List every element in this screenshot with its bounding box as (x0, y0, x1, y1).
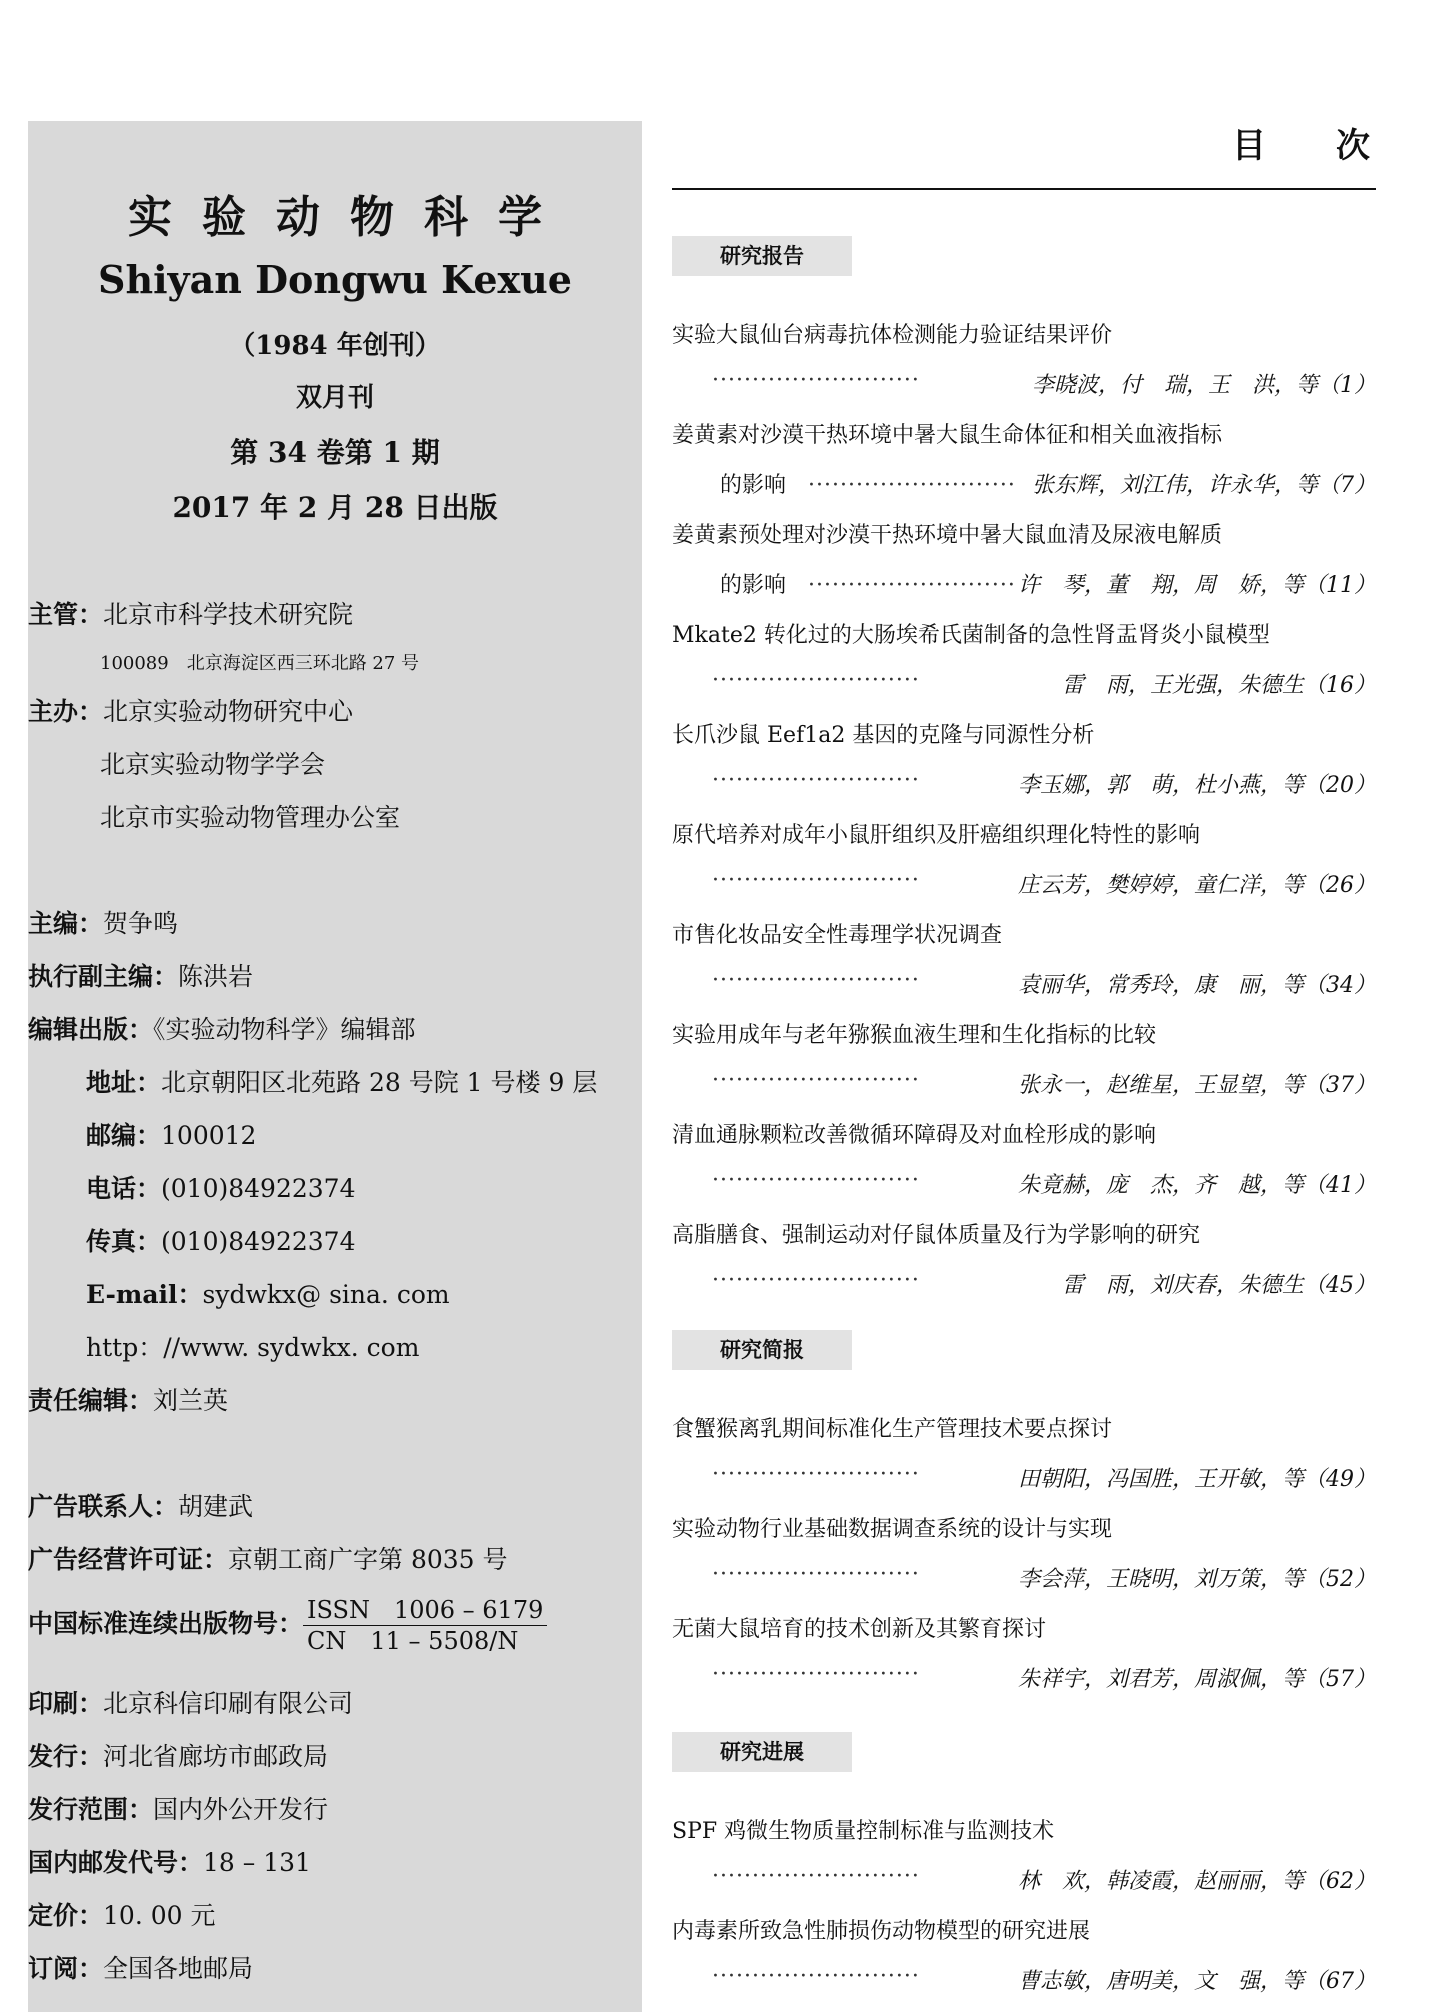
toc-title: 目次 (1232, 126, 1440, 166)
address-label: 地址： (86, 1068, 162, 1097)
leader-dots: ·························· (712, 1268, 920, 1293)
toc-entry-title[interactable]: 原代培养对成年小鼠肝组织及肝癌组织理化特性的影响 (672, 823, 1201, 848)
exec-editor-row (28, 957, 253, 993)
toc-entry-title[interactable]: 实验用成年与老年猕猴血液生理和生化指标的比较 (672, 1023, 1157, 1048)
fax-value: (010)84922374 (161, 1227, 356, 1256)
sponsor-label: 主办： (28, 697, 104, 726)
leader-dots: ·························· (712, 368, 920, 393)
email-value[interactable]: sydwkx@ sina. com (202, 1280, 450, 1309)
postal-code-label: 国内邮发代号： (28, 1848, 204, 1877)
toc-entry-authors: 李会萍，王晓明，刘万策，等（52） (1018, 1567, 1376, 1592)
leader-dots: ·························· (712, 968, 920, 993)
price-value: 10. 00 元 (103, 1901, 216, 1930)
toc-entry-title[interactable]: 食蟹猴离乳期间标准化生产管理技术要点探讨 (672, 1417, 1113, 1442)
volume-issue: 第 34 卷第 1 期 (230, 436, 440, 469)
price-label: 定价： (28, 1901, 104, 1930)
publication-date: 2017 年 2 月 28 日出版 (172, 491, 498, 524)
postcode-row (86, 1116, 256, 1152)
distributor-row (28, 1737, 328, 1773)
section-header-research-report: 研究报告 (672, 236, 852, 276)
postcode-label: 邮编： (86, 1121, 162, 1150)
journal-title-en: Shiyan Dongwu Kexue (98, 257, 572, 302)
issn-cn-block (303, 1595, 547, 1656)
section-header-brief-report: 研究简报 (672, 1330, 852, 1370)
serial-number-row (28, 1595, 547, 1656)
ad-license-label: 广告经营许可证： (28, 1545, 229, 1574)
email-row (86, 1275, 450, 1311)
phone-label: 电话： (86, 1174, 162, 1203)
ad-contact-label: 广告联系人： (28, 1492, 179, 1521)
founded-year: （1984 年创刊） (229, 331, 441, 361)
toc-entry-title[interactable]: 姜黄素对沙漠干热环境中暑大鼠生命体征和相关血液指标 (672, 423, 1223, 448)
sponsor-value-1: 北京实验动物研究中心 (103, 697, 354, 726)
supervisor-row (28, 595, 353, 631)
toc-entry-authors: 雷 雨，刘庆春，朱德生（45） (1062, 1273, 1376, 1298)
toc-entry-title[interactable]: 市售化妆品安全性毒理学状况调查 (672, 923, 1003, 948)
subscribe-value: 全国各地邮局 (103, 1954, 254, 1983)
leader-dots: ·························· (712, 1964, 920, 1989)
toc-entry-authors: 雷 雨，王光强，朱德生（16） (1062, 673, 1376, 698)
postcode-value: 100012 (161, 1121, 257, 1150)
leader-dots: ·························· (712, 1168, 920, 1193)
editor-row (28, 904, 178, 940)
resp-editor-label: 责任编辑： (28, 1386, 154, 1415)
leader-dots: ·························· (712, 1662, 920, 1687)
toc-entry-title[interactable]: 无菌大鼠培育的技术创新及其繁育探讨 (672, 1617, 1047, 1642)
journal-info-panel (28, 121, 642, 2012)
resp-editor-row (28, 1381, 228, 1417)
leader-dots: ·························· (712, 1068, 920, 1093)
toc-entry-authors: 庄云芳，樊婷婷，童仁洋，等（26） (1018, 873, 1376, 898)
toc-entry-title[interactable]: 高脂膳食、强制运动对仔鼠体质量及行为学影响的研究 (672, 1223, 1201, 1248)
toc-entry-authors: 袁丽华，常秀玲，康 丽，等（34） (1018, 973, 1376, 998)
editor-value: 贺争鸣 (103, 909, 179, 938)
toc-entry-authors: 李玉娜，郭 萌，杜小燕，等（20） (1018, 773, 1376, 798)
sponsor-value-3: 北京市实验动物管理办公室 (100, 803, 401, 832)
cn-value: CN 11 – 5508/N (307, 1627, 519, 1655)
price-row (28, 1896, 215, 1932)
publisher-value: 《实验动物科学》编辑部 (153, 1015, 416, 1044)
toc-entry-authors: 朱祥宇，刘君芳，周淑佩，等（57） (1018, 1667, 1376, 1692)
ad-license-value: 京朝工商广字第 8035 号 (228, 1545, 508, 1574)
ad-license-row (28, 1540, 508, 1576)
publisher-label: 编辑出版： (28, 1015, 154, 1044)
toc-entry-title[interactable]: 实验大鼠仙台病毒抗体检测能力验证结果评价 (672, 323, 1113, 348)
publisher-row (28, 1010, 416, 1046)
toc-entry-title[interactable]: 姜黄素预处理对沙漠干热环境中暑大鼠血清及尿液电解质 (672, 523, 1223, 548)
postal-code-value: 18 – 131 (203, 1848, 311, 1877)
printer-label: 印刷： (28, 1689, 104, 1718)
toc-entry-authors: 张永一，赵维星，王显望，等（37） (1018, 1073, 1376, 1098)
toc-entry-title-cont[interactable]: 的影响 (720, 473, 809, 498)
toc-entry-authors: 林 欢，韩凌霞，赵丽丽，等（62） (1018, 1869, 1376, 1894)
exec-editor-value: 陈洪岩 (178, 962, 254, 991)
toc-entry-title[interactable]: 长爪沙鼠 Eef1a2 基因的克隆与同源性分析 (672, 723, 1095, 748)
serial-label: 中国标准连续出版物号： (28, 1609, 304, 1638)
subscribe-row (28, 1949, 253, 1985)
sponsor-value-2: 北京实验动物学学会 (100, 750, 326, 779)
leader-dots: ·························· (712, 1562, 920, 1587)
address-value: 北京朝阳区北苑路 28 号院 1 号楼 9 层 (161, 1068, 598, 1097)
toc-entry-title[interactable]: Mkate2 转化过的大肠埃希氏菌制备的急性肾盂肾炎小鼠模型 (672, 623, 1270, 648)
toc-divider (672, 188, 1376, 190)
fax-row (86, 1222, 356, 1258)
toc-entry-title-cont[interactable]: 的影响 (720, 573, 809, 598)
supervisor-address: 100089 北京海淀区西三环北路 27 号 (100, 653, 420, 674)
leader-dots: ·························· (712, 1864, 920, 1889)
dist-scope-label: 发行范围： (28, 1795, 154, 1824)
supervisor-value: 北京市科学技术研究院 (103, 600, 354, 629)
ad-contact-row (28, 1487, 253, 1523)
dist-scope-row (28, 1790, 328, 1826)
resp-editor-value: 刘兰英 (153, 1386, 229, 1415)
leader-dots: ·························· (808, 573, 1016, 598)
toc-entry-title[interactable]: 清血通脉颗粒改善微循环障碍及对血栓形成的影响 (672, 1123, 1157, 1148)
phone-value: (010)84922374 (161, 1174, 356, 1203)
publication-frequency: 双月刊 (295, 383, 374, 413)
toc-entry-authors: 田朝阳，冯国胜，王开敏，等（49） (1018, 1467, 1376, 1492)
toc-entry-authors: 张东辉，刘江伟，许永华，等（7） (1032, 473, 1376, 498)
exec-editor-label: 执行副主编： (28, 962, 179, 991)
phone-row (86, 1169, 356, 1205)
leader-dots: ·························· (808, 473, 1016, 498)
journal-title-cn: 实验动物科学 (128, 192, 572, 243)
toc-entry-authors: 朱竟赫，庞 杰，齐 越，等（41） (1018, 1173, 1376, 1198)
postal-code-row (28, 1843, 311, 1879)
email-label: E-mail： (86, 1280, 203, 1309)
distributor-label: 发行： (28, 1742, 104, 1771)
toc-entry-authors: 许 琴，董 翔，周 娇，等（11） (1018, 573, 1376, 598)
leader-dots: ·························· (712, 668, 920, 693)
fax-label: 传真： (86, 1227, 162, 1256)
printer-value: 北京科信印刷有限公司 (103, 1689, 354, 1718)
website-link[interactable]: http：//www. sydwkx. com (86, 1333, 420, 1362)
editor-label: 主编： (28, 909, 104, 938)
leader-dots: ·························· (712, 1462, 920, 1487)
address-row (86, 1063, 597, 1099)
toc-entry-authors: 李晓波，付 瑞，王 洪，等（1） (1032, 373, 1376, 398)
sponsor-row (28, 692, 353, 728)
toc-entry-authors: 曹志敏，唐明美，文 强，等（67） (1018, 1969, 1376, 1994)
section-header-review: 研究进展 (672, 1732, 852, 1772)
dist-scope-value: 国内外公开发行 (153, 1795, 329, 1824)
issn-value: ISSN 1006 – 6179 (303, 1595, 547, 1626)
printer-row (28, 1684, 353, 1720)
subscribe-label: 订阅： (28, 1954, 104, 1983)
leader-dots: ·························· (712, 768, 920, 793)
toc-entry-title[interactable]: 实验动物行业基础数据调查系统的设计与实现 (672, 1517, 1113, 1542)
supervisor-label: 主管： (28, 600, 104, 629)
toc-entry-title[interactable]: 内毒素所致急性肺损伤动物模型的研究进展 (672, 1919, 1091, 1944)
toc-entry-title[interactable]: SPF 鸡微生物质量控制标准与监测技术 (672, 1819, 1055, 1844)
ad-contact-value: 胡建武 (178, 1492, 254, 1521)
distributor-value: 河北省廊坊市邮政局 (103, 1742, 329, 1771)
leader-dots: ·························· (712, 868, 920, 893)
